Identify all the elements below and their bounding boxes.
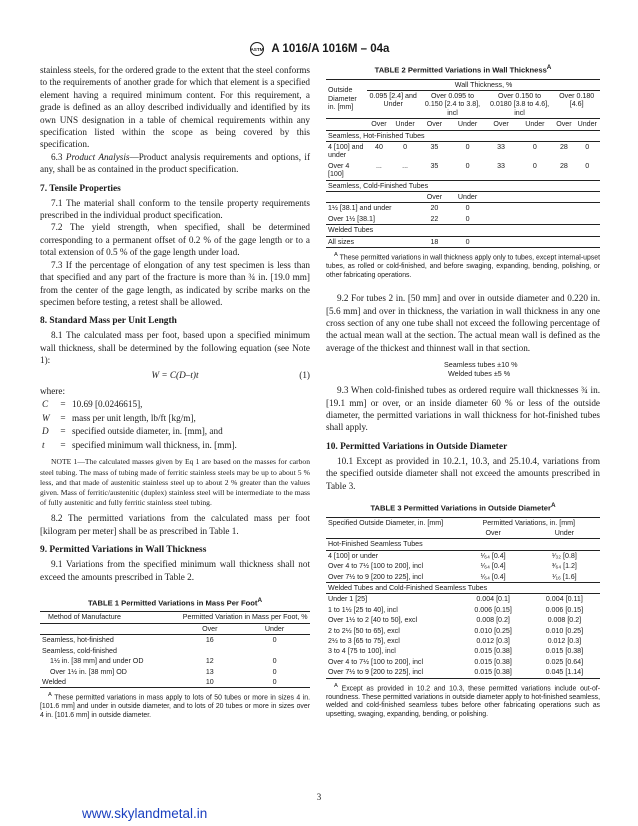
section-8-heading: 8. Standard Mass per Unit Length bbox=[40, 316, 177, 327]
table-row: 3 to 4 [75 to 100], incl 0.015 [0.38] 0.015 [0.38] bbox=[328, 647, 584, 656]
svg-text:ASTM: ASTM bbox=[250, 47, 264, 53]
paragraph-9-1: 9.1 Variations from the specified minimum wall thickness shall not exceed the amounts prescribed in Table 2. bbox=[40, 559, 310, 582]
table-2-title: TABLE 2 Permitted Variations in Wall Thickness$^A$ bbox=[374, 64, 552, 75]
table-2-od-header: Outside Diameter in. [mm] bbox=[328, 86, 357, 112]
note-1: NOTE 1—The calculated masses given by Eq 1 are based on the masses for carbon steel tubing. The mass of tubing made of ferritic stainless steels may be up to about 5 % less, and that made of austenitic stainless steel up to about 2 % greater than the values given. Mass of ferritic/austenitic (duplex) stainless steel will be intermediate to the mass of fully austenitic and fully ferritic stainless steel tubing. bbox=[40, 457, 310, 508]
table-1-col-method: Method of Manufacture bbox=[48, 613, 121, 622]
table-row: Over 7½ to 9 [200 to 225], incl 0.015 [0.38] 0.045 [1.14] bbox=[326, 667, 600, 678]
tolerance-list bbox=[444, 360, 600, 378]
table-row: Seamless, hot-finished 16 0 bbox=[42, 636, 277, 645]
table-2-col-head: Over 0.095 to 0.150 [2.4 to 3.8], incl bbox=[424, 91, 481, 117]
table-row: All sizes 18 0 bbox=[326, 236, 600, 247]
table-1 bbox=[40, 611, 310, 688]
table-1-footnote: $^A$ These permitted variations in mass apply to lots of 50 tubes or more in sizes 4 in. [101.6 mm] and under in outside diameter, and to lots of 20 tubes or more in sizes over 4 in. [101.6 mm] in outside diameter. bbox=[40, 692, 310, 719]
table-3-col-variation: Permitted Variations, in. [mm] bbox=[482, 518, 576, 527]
table-row: Welded 10 0 bbox=[40, 677, 310, 688]
paragraph-9-3: 9.3 When cold-finished tubes as ordered require wall thicknesses ¾ in. [19.1 mm] or over, or an inside diameter 60 % or less of the outside diameter, the permitted variations in wall thickness for hot-finished tubes shall apply. bbox=[326, 385, 600, 433]
document-title: A 1016/A 1016M – 04a bbox=[271, 43, 390, 56]
table-1-title: TABLE 1 Permitted Variations in Mass Per Foot$^A$ bbox=[87, 596, 263, 608]
where-label: where: bbox=[40, 385, 65, 396]
seamless-tolerance: Seamless tubes ±10 % bbox=[444, 360, 518, 370]
table-row: Over 4 to 7½ [100 to 200], incl 0.015 [0.38] 0.025 [0.64] bbox=[328, 657, 584, 666]
page-number: 3 bbox=[316, 792, 322, 802]
left-column bbox=[40, 64, 310, 720]
section-9-heading: 9. Permitted Variations in Wall Thickness bbox=[40, 545, 207, 556]
table-row: Over 7½ to 9 [200 to 225], incl ¹⁄₆₄ [0.4] ¹⁄₁₆ [1.6] bbox=[326, 572, 600, 583]
table-row: 1½ in. [38 mm] and under OD 12 0 bbox=[50, 657, 277, 666]
where-row: W = mass per unit length, lb/ft [kg/m], bbox=[42, 412, 196, 423]
where-row: C = 10.69 [0.0246615], bbox=[42, 398, 143, 409]
section-10-heading: 10. Permitted Variations in Outside Diameter bbox=[326, 441, 508, 452]
table-row: Over 1½ to 2 [40 to 50], excl 0.008 [0.2] 0.008 [0.2] bbox=[328, 616, 582, 625]
paragraph-7-1: 7.1 The material shall conform to the tensile property requirements prescribed in the individual product specification. bbox=[40, 197, 310, 221]
table-3-hot-section: Hot-Finished Seamless Tubes bbox=[328, 540, 423, 549]
paragraph-7-3: 7.3 If the percentage of elongation of any test specimen is less than that specified and any part of the fracture is more than ¾ in. [19.0 mm] from the center of the gage length, as indicated by scribe marks on the specimen before testing, a retest shall be allowed. bbox=[40, 259, 310, 307]
table-1-col-variation: Permitted Variation in Mass per Foot, % bbox=[182, 613, 308, 622]
table-row: Under 1 [25] 0.004 [0.1] 0.004 [0.11] bbox=[328, 595, 583, 604]
table-3: Specified Outside Diameter, in. [mm] Permitted Variations, in. [mm] Over Under Hot-Finished Seamless Tubes 4 [100] or under ¹⁄₆₄ [0.4] ¹⁄₃₂ [0.8] Over 4 to 7½ [100 to 200], incl ¹⁄₆₄ [0.4] ³⁄₆₄ [1.2] Over 7½ to 9 [200 to 225], incl ¹⁄₆₄ [0.4] ¹⁄₁₆ [1.6] Welded Tubes and Cold-Finished Seamless Tubes Under 1 [25] 0.004 [0.1] 0.004 [0.11] 1 to 1½ [25 to 40], incl 0.006 [0.15] 0.006 [0.15] Over 1½ to 2 [40 to 50], excl 0.008 [0.2] 0.008 [0.2] 2 to 2½ [50 to 65], excl 0.010 [0.25] 0.010 [0.25] 2½ to 3 [65 to 75], excl 0.012 [0.3] 0.012 [0.3] 3 to 4 [75 to 100], incl 0.015 [0.38] 0.015 [0.38] Over 4 to 7½ [100 to 200], incl 0.015 [0.38] 0.025 [0.64] Over 7½ to 9 [200 to 225], incl 0.015 [0.38] 0.045 [1.14] bbox=[326, 517, 600, 679]
table-2: Outside Diameter in. [mm] Wall Thickness, % 0.095 [2.4] and Under Over 0.095 to 0.150 [2.4 to 3.8], incl Over 0.150 to 0.0180 [3.8 to 4.6], incl Over 0.180 [4.6] Over Under Over Under Over Under Over Under Seamless, Hot-Finished Tubes 4 [100] and under 40 0 35 0 33 0 28 0 Over 4 [100] ... ... 35 0 33 0 28 0 Seamless, Cold-Finished Tubes Over Under 1½ [38.1] and under 20 0 Over 1½ [38.1] 22 0 Welded Tubes All sizes 18 0 bbox=[326, 79, 600, 249]
astm-logo-icon bbox=[249, 42, 265, 56]
table-3-welded-section: Welded Tubes and Cold-Finished Seamless Tubes bbox=[328, 583, 488, 592]
paragraph-7-2: 7.2 The yield strength, when specified, shall be determined corresponding to a permanent offset of 0.2 % of the gage length or to a total extension of 0.5 % of the gage length under load. bbox=[40, 222, 310, 258]
equation-number: (1) bbox=[299, 369, 310, 380]
paragraph-8-2: 8.2 The permitted variations from the calculated mass per foot [kilogram per meter] shall be as prescribed in Table 1. bbox=[40, 513, 310, 536]
section-7-heading: 7. Tensile Properties bbox=[40, 183, 121, 194]
table-row: Over 4 to 7½ [100 to 200], incl ¹⁄₆₄ [0.4] ³⁄₆₄ [1.2] bbox=[328, 562, 577, 571]
equation-text: W = C(D–t)t bbox=[151, 369, 199, 380]
where-row: t = specified minimum wall thickness, in. [mm]. bbox=[42, 439, 237, 450]
table-row: 2 to 2½ [50 to 65], excl 0.010 [0.25] 0.010 [0.25] bbox=[328, 626, 584, 635]
table-row: Over 1½ in. [38 mm] OD 13 0 bbox=[50, 667, 277, 676]
table-2-footnote: $^A$ These permitted variations in wall thickness apply only to tubes, except internal-upset tubes, as rolled or cold-finished, and before swaging, expanding, bending, polishing, or other fabricating operations. bbox=[326, 252, 600, 279]
intro-paragraph: stainless steels, for the ordered grade to the extent that the steel conforms to the requirements of another grade for which that element is a specified element having a required minimum content. For this requirement, a grade is defined as an alloy described individually and identified by its own UNS designation in a table of chemical requirements within any specification listed within the scope as being covered by this specification. bbox=[40, 65, 310, 150]
table-2-wall-header: Wall Thickness, % bbox=[367, 79, 600, 90]
table-row: 1½ [38.1] and under 20 0 bbox=[328, 204, 470, 213]
table-row: Over 1½ [38.1] 22 0 bbox=[326, 214, 600, 225]
table-row: 1 to 1½ [25 to 40], incl 0.006 [0.15] 0.006 [0.15] bbox=[328, 605, 584, 614]
table-2-welded-section: Welded Tubes bbox=[328, 226, 374, 235]
table-3-footnote: $^A$ Except as provided in 10.2 and 10.3, these permitted variations include out-of-roundness. These permitted variations in outside diameter apply to hot-finished seamless, welded and cold-finished seamless tubes before other fabricating operations such as upsetting, swaging, expanding, bending, or polishing. bbox=[326, 682, 600, 718]
table-row: 2½ to 3 [65 to 75], excl 0.012 [0.3] 0.012 [0.3] bbox=[328, 636, 582, 645]
paragraph-6-3: 6.3 Product Analysis—Product analysis requirements and options, if any, shall be as contained in the product specification. bbox=[40, 151, 311, 175]
page-header bbox=[0, 42, 638, 56]
table-2-col-head: Over 0.180 [4.6] bbox=[559, 91, 595, 109]
where-definitions bbox=[40, 397, 239, 453]
table-2-cold-section: Seamless, Cold-Finished Tubes bbox=[328, 181, 429, 190]
equation-1 bbox=[40, 367, 310, 385]
table-row: 4 [100] and under 40 0 35 0 33 0 28 0 bbox=[328, 142, 590, 160]
table-row: 4 [100] or under ¹⁄₆₄ [0.4] ¹⁄₃₂ [0.8] bbox=[328, 551, 577, 560]
table-2-hot-section: Seamless, Hot-Finished Tubes bbox=[328, 131, 425, 140]
paragraph-10-1: 10.1 Except as provided in 10.2.1, 10.3, and 25.10.4, variations from the specified outside diameter shall not exceed the amounts prescribed in Table 3. bbox=[326, 455, 600, 491]
table-2-col-head: 0.095 [2.4] and Under bbox=[369, 91, 417, 109]
table-1-over-header: Over bbox=[202, 624, 218, 633]
paragraph-9-2: 9.2 For tubes 2 in. [50 mm] and over in outside diameter and 0.220 in. [5.6 mm] and over in thickness, the variation in wall thickness in any one cross section of any one tube shall not exceed the following percentage of the actual mean wall at the section. The actual mean wall is defined as the average of the thickest and thinnest wall in that section. bbox=[326, 293, 600, 353]
table-3-title: TABLE 3 Permitted Variations in Outside Diameter$^A$ bbox=[370, 501, 556, 513]
table-row: Over 4 [100] ... ... 35 0 33 0 28 0 bbox=[326, 161, 600, 180]
welded-tolerance: Welded tubes ±5 % bbox=[448, 369, 511, 379]
table-2-col-head: Over 0.150 to 0.0180 [3.8 to 4.6], incl bbox=[489, 91, 550, 117]
table-3-col-od: Specified Outside Diameter, in. [mm] bbox=[328, 518, 444, 527]
paragraph-8-1: 8.1 The calculated mass per foot, based upon a specified minimum wall thickness, shall be determined by the following equation (see Note 1): bbox=[40, 330, 310, 366]
table-row: Seamless, cold-finished bbox=[42, 646, 117, 655]
website-link[interactable]: www.skylandmetal.in bbox=[82, 806, 208, 821]
right-column bbox=[326, 64, 600, 719]
where-row: D = specified outside diameter, in. [mm], and bbox=[42, 426, 223, 437]
table-1-under-header: Under bbox=[264, 624, 285, 633]
